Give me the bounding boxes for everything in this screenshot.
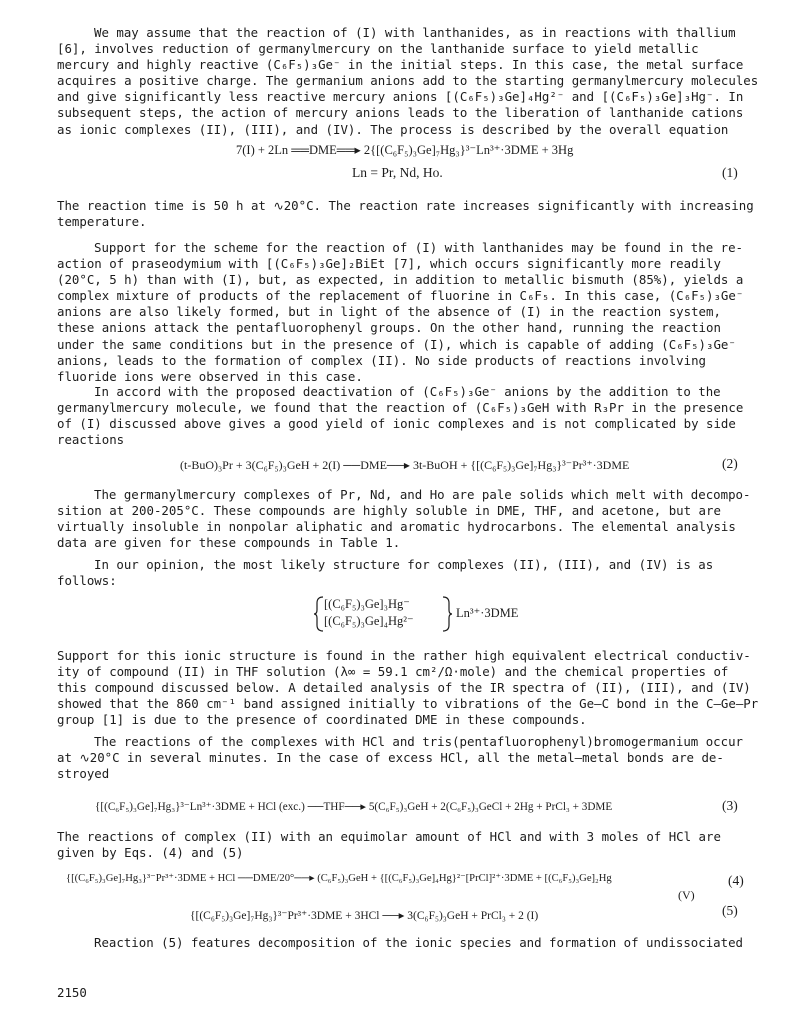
- structure-line-1: [(C₆F₅)₃Ge]₃Hg⁻: [324, 597, 410, 611]
- text-line: sition at 200-205°C. These compounds are highly soluble in DME, THF, and acetone, but are: [57, 503, 721, 519]
- text-line: [6], involves reduction of germanylmercury on the lanthanide surface to yield metallic: [57, 41, 699, 57]
- text-line: Support for the scheme for the reaction of (I) with lanthanides may be found in the re-: [94, 240, 744, 255]
- text-line: fluoride ions were observed in this case.: [57, 368, 363, 384]
- text-line: germanylmercury molecule, we found that the reaction of (C₆F₅)₃GeH with R₃Pr in the presence: [57, 400, 744, 416]
- text-line: showed that the 860 cm⁻¹ band assigned initially to vibrations of the Ge–C bond in the C–Ge–Pr: [57, 696, 759, 712]
- equation-5: {[(C₆F₅)₃Ge]₇Hg₃}³⁻Pr³⁺·3DME + 3HCl ──▸ 3(C₆F₅)₃GeH + PrCl₃ + 2 (I): [190, 910, 539, 922]
- text-line: data are given for these compounds in Table 1.: [57, 535, 401, 551]
- paragraph-6: [57, 557, 752, 589]
- paragraph-7: [57, 648, 759, 728]
- text-line: The reactions of complex (II) with an equimolar amount of HCl and with 3 moles of HCl are: [57, 829, 721, 844]
- paragraph-8: [57, 734, 752, 782]
- text-line: The germanylmercury complexes of Pr, Nd, and Ho are pale solids which melt with decompo-: [94, 487, 751, 502]
- equation-1-line-2: Ln = Pr, Nd, Ho.: [352, 165, 443, 180]
- equation-3-number: (3): [722, 798, 738, 813]
- equation-1: [236, 142, 573, 158]
- equation-5-number: (5): [722, 903, 738, 918]
- page-number: 2150: [57, 985, 87, 1000]
- text-line: subsequent steps, the action of mercury anions leads to the liberation of lanthanide cations: [57, 105, 744, 121]
- text-line: The reaction time is 50 h at ∿20°C. The reaction rate increases significantly with increasing: [57, 198, 754, 213]
- text-line: stroyed: [57, 766, 110, 782]
- paragraph-1: [57, 25, 759, 138]
- text-line: these anions attack the pentafluorophenyl groups. On the other hand, running the reaction: [57, 320, 721, 336]
- equation-2: (t-BuO)₃Pr + 3(C₆F₅)₃GeH + 2(I) ──DME──▸ 3t-BuOH + {[(C₆F₅)₃Ge]₇Hg₃}³⁻Pr³⁺·3DME: [180, 458, 630, 472]
- text-line: complex mixture of products of the replacement of fluorine in C₆F₅. In this case, (C₆F₅)₃Ge⁻: [57, 288, 744, 304]
- text-line: We may assume that the reaction of (I) with lanthanides, as in reactions with thallium: [94, 25, 736, 40]
- equation-1-condition: [352, 165, 443, 181]
- equation-4: {[(C₆F₅)₃Ge]₇Hg₃}³⁻Pr³⁺·3DME + HCl ──DME/20°──▸ (C₆F₅)₃GeH + {[(C₆F₅)₃Ge]₄Hg}²⁻[PrCl]²⁺·3DME + [(C₆F₅)₃Ge]₂Hg: [66, 873, 612, 884]
- text-line: anions are also likely formed, but in light of the absence of (I) in the reaction system,: [57, 304, 721, 320]
- equation-2-number: (2): [722, 456, 738, 471]
- equation-4-number: (4): [728, 873, 744, 888]
- text-line: In accord with the proposed deactivation of (C₆F₅)₃Ge⁻ anions by the addition to the: [94, 384, 721, 399]
- text-line: temperature.: [57, 214, 147, 230]
- paragraph-10: [57, 935, 752, 951]
- paragraph-9: [57, 829, 752, 861]
- structure-cation: Ln³⁺·3DME: [456, 606, 519, 620]
- text-line: reactions: [57, 432, 125, 448]
- paragraph-2: [57, 198, 752, 230]
- text-line: acquires a positive charge. The germanium anions add to the starting germanylmercury molecules: [57, 73, 759, 89]
- text-line: group [1] is due to the presence of coordinated DME in these compounds.: [57, 712, 587, 728]
- paragraph-5: [57, 487, 752, 551]
- text-line: follows:: [57, 573, 117, 589]
- text-line: The reactions of the complexes with HCl and tris(pentafluorophenyl)bromogermanium occur: [94, 734, 744, 749]
- text-line: virtually insoluble in nonpolar aliphatic and aromatic hydrocarbons. The elemental analysis: [57, 519, 736, 535]
- text-line: Reaction (5) features decomposition of the ionic species and formation of undissociated: [94, 935, 744, 950]
- text-line: action of praseodymium with [(C₆F₅)₃Ge]₂BiEt [7], which occurs significantly more readily: [57, 256, 721, 272]
- text-line: given by Eqs. (4) and (5): [57, 845, 244, 861]
- equation-1-line-1: 7(I) + 2Ln ══DME══▸ 2{[(C₆F₅)₃Ge]₇Hg₃}³⁻Ln³⁺·3DME + 3Hg: [236, 143, 574, 157]
- equation-4-label-v: (V): [678, 888, 695, 902]
- text-line: of (I) discussed above gives a good yield of ionic complexes and is not complicated by side: [57, 416, 736, 432]
- text-line: ity of compound (II) in THF solution (λ∞ = 59.1 cm²/Ω·mole) and the chemical properties of: [57, 664, 729, 680]
- equation-3: {[(C₆F₅)₃Ge]₇Hg₃}³⁻Ln³⁺·3DME + HCl (exc.) ──THF──▸ 5(C₆F₅)₃GeH + 2(C₆F₅)₃GeCl + 2Hg + PrCl₃ + 3DME: [95, 801, 613, 813]
- right-brace-icon: [441, 596, 453, 632]
- paragraph-3: [57, 240, 752, 385]
- text-line: under the same conditions but in the presence of (I), which is capable of adding (C₆F₅)₃Ge⁻: [57, 336, 736, 352]
- text-line: and give significantly less reactive mercury anions [(C₆F₅)₃Ge]₄Hg²⁻ and [(C₆F₅)₃Ge]₃Hg⁻. In: [57, 89, 744, 105]
- text-line: at ∿20°C in several minutes. In the case of excess HCl, all the metal–metal bonds are de-: [57, 750, 724, 766]
- structure-line-2: [(C₆F₅)₃Ge]₄Hg²⁻: [324, 614, 414, 628]
- text-line: as ionic complexes (II), (III), and (IV). The process is described by the overall equation: [57, 121, 729, 137]
- text-line: Support for this ionic structure is found in the rather high equivalent electrical conductiv-: [57, 648, 751, 663]
- equation-1-number: (1): [722, 165, 738, 180]
- text-line: anions, leads to the formation of complex (II). No side products of reactions involving: [57, 352, 707, 368]
- text-line: mercury and highly reactive (C₆F₅)₃Ge⁻ in the initial steps. In this case, the metal surface: [57, 57, 744, 73]
- text-line: (20°C, 5 h) than with (I), but, as expected, in addition to metallic bismuth (85%), yields a: [57, 272, 744, 288]
- paragraph-4: [57, 384, 752, 448]
- text-line: In our opinion, the most likely structure for complexes (II), (III), and (IV) is as: [94, 557, 714, 572]
- text-line: this compound discussed below. A detailed analysis of the IR spectra of (II), (III), and (IV): [57, 680, 751, 696]
